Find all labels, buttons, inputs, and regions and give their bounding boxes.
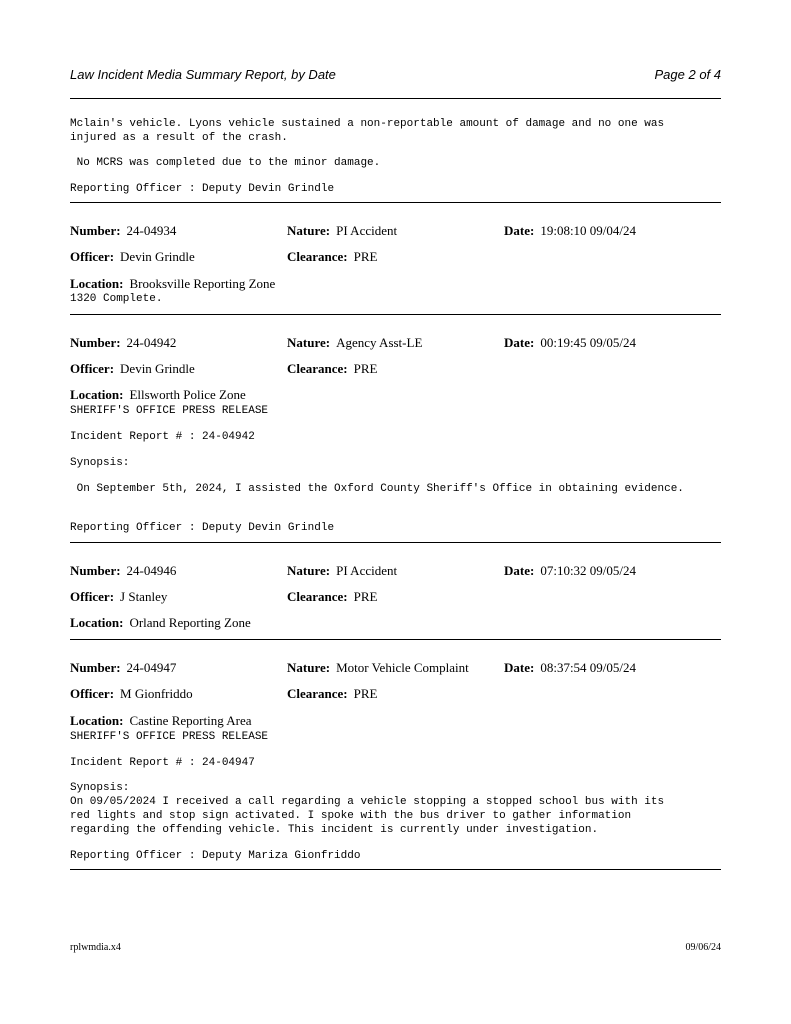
narrative-line: 1320 Complete. (70, 293, 163, 305)
narrative-line: Incident Report # : 24-04947 (70, 757, 255, 769)
record-nature: Nature: Motor Vehicle Complaint (287, 660, 469, 675)
record-separator (70, 542, 721, 543)
record-separator (70, 202, 721, 203)
reporting-officer-line: Reporting Officer : Deputy Devin Grindle (70, 183, 335, 195)
record-separator (70, 869, 721, 870)
narrative-line: Incident Report # : 24-04942 (70, 431, 255, 443)
record-location: Location: Ellsworth Police Zone (70, 387, 246, 402)
record-number: Number: 24-04946 (70, 563, 177, 578)
record-clearance: Clearance: PRE (287, 249, 378, 264)
narrative-line: On 09/05/2024 I received a call regarding a vehicle stopping a stopped school bus with its (70, 796, 665, 808)
record-officer: Officer: Devin Grindle (70, 249, 195, 264)
record-date: Date: 08:37:54 09/05/24 (504, 660, 637, 675)
record-location: Location: Castine Reporting Area (70, 713, 252, 728)
record-nature: Nature: Agency Asst-LE (287, 335, 423, 350)
reporting-officer-line: Reporting Officer : Deputy Devin Grindle (70, 522, 335, 534)
record-nature: Nature: PI Accident (287, 563, 398, 578)
report-title: Law Incident Media Summary Report, by Date (70, 67, 336, 82)
record-location: Location: Orland Reporting Zone (70, 615, 251, 630)
record-number: Number: 24-04942 (70, 335, 177, 350)
record-clearance: Clearance: PRE (287, 361, 378, 376)
record-date: Date: 00:19:45 09/05/24 (504, 335, 637, 350)
continuation-line: injured as a result of the crash. (70, 132, 288, 144)
record-location: Location: Brooksville Reporting Zone (70, 276, 276, 291)
continuation-line: Mclain's vehicle. Lyons vehicle sustained a non-reportable amount of damage and no one was (70, 118, 665, 130)
narrative-line: regarding the offending vehicle. This incident is currently under investigation. (70, 824, 599, 836)
record-date: Date: 07:10:32 09/05/24 (504, 563, 637, 578)
narrative-line: Synopsis: (70, 782, 130, 794)
record-separator (70, 639, 721, 640)
footer-report-id: rplwmdia.x4 (70, 942, 121, 953)
footer-date: 09/06/24 (685, 942, 721, 953)
narrative-line: SHERIFF'S OFFICE PRESS RELEASE (70, 405, 269, 417)
record-officer: Officer: J Stanley (70, 589, 168, 604)
narrative-line: SHERIFF'S OFFICE PRESS RELEASE (70, 731, 269, 743)
page-number: Page 2 of 4 (654, 67, 721, 82)
record-clearance: Clearance: PRE (287, 686, 378, 701)
reporting-officer-line: Reporting Officer : Deputy Mariza Gionfriddo (70, 850, 361, 862)
record-officer: Officer: M Gionfriddo (70, 686, 193, 701)
continuation-line: No MCRS was completed due to the minor damage. (70, 157, 381, 169)
narrative-line: Synopsis: (70, 457, 130, 469)
record-number: Number: 24-04934 (70, 223, 177, 238)
record-officer: Officer: Devin Grindle (70, 361, 195, 376)
record-date: Date: 19:08:10 09/04/24 (504, 223, 637, 238)
header-rule (70, 98, 721, 99)
record-nature: Nature: PI Accident (287, 223, 398, 238)
report-header (70, 67, 721, 87)
record-separator (70, 314, 721, 315)
narrative-line: red lights and stop sign activated. I spoke with the bus driver to gather information (70, 810, 632, 822)
record-clearance: Clearance: PRE (287, 589, 378, 604)
narrative-line: On September 5th, 2024, I assisted the Oxford County Sheriff's Office in obtaining evidence. (70, 483, 684, 495)
record-number: Number: 24-04947 (70, 660, 177, 675)
